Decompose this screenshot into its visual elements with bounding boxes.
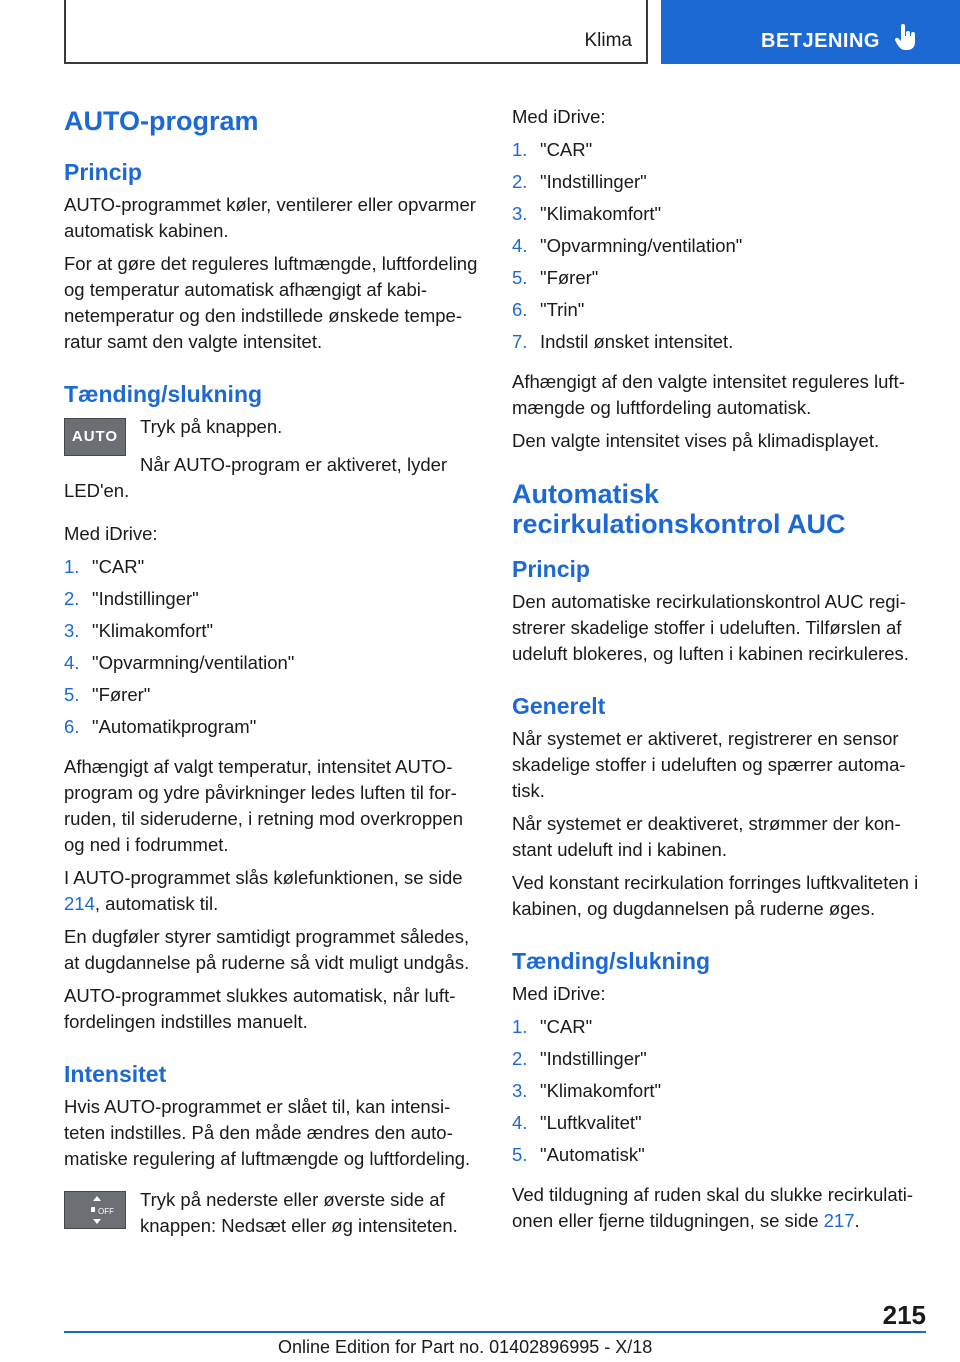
idrive-label: Med iDrive: (512, 106, 606, 127)
intensity-button-text: OFF (98, 1207, 114, 1216)
header-section-box (64, 0, 648, 64)
auto-off-paragraph: AUTO-programmet slukkes automatisk, når luftfordelingen indstilles manuelt. (64, 985, 456, 1032)
auto-steps-list (64, 554, 478, 746)
left-column (64, 96, 478, 1239)
intensity-paragraph: Hvis AUTO-programmet er slået til, kan intensiteten indstilles. På den måde ændres den automatiske regulering af luftmængde og luftfordeling. (64, 1096, 471, 1169)
list-item: 6. "Automatikprogram" (64, 716, 257, 737)
page-number: 215 (882, 1300, 926, 1330)
list-item: 5. "Automatisk" (512, 1144, 645, 1165)
list-item: 2. "Indstillinger" (512, 1048, 647, 1069)
right-column (512, 104, 928, 1241)
footer-edition: Online Edition for Part no. 01402896995 - X/18 (278, 1337, 653, 1357)
list-item: 2. "Indstillinger" (512, 171, 647, 192)
list-item: 6. "Trin" (512, 299, 585, 320)
intensity-display-paragraph: Den valgte intensitet vises på klimadisplayet. (512, 430, 880, 451)
auc-title: Automatisk recirkulationskontrol AUC (512, 479, 846, 539)
list-item: 1. "CAR" (512, 1016, 593, 1037)
dew-sensor-paragraph: En dugføler styrer samtidigt programmet således, at dugdannelse på ruderne så vidt muligt undgås. (64, 926, 470, 973)
list-item: 4. "Luftkvalitet" (512, 1112, 642, 1133)
auc-steps-list (512, 1014, 928, 1174)
intensity-button-row (64, 1187, 478, 1239)
intensity-dependency-paragraph: Afhængigt af den valgte intensitet reguleres luftmængde og luftfordeling automatisk. (512, 371, 905, 418)
intensity-heading: Intensitet (64, 1061, 167, 1087)
page-link-217[interactable]: 217 (823, 1210, 855, 1231)
list-item: 7. Indstil ønsket intensitet. (512, 331, 734, 352)
cooling-paragraph: I AUTO-programmet slås kølefunktionen, se side 214, automatisk til. (64, 867, 463, 914)
list-item: 3. "Klimakomfort" (512, 203, 662, 224)
intensity-button-paragraph: Tryk på nederste eller øverste side af knappen: Nedsæt eller øg intensiteten. (140, 1189, 458, 1236)
list-item: 2. "Indstillinger" (64, 588, 199, 609)
fogging-paragraph: Ved tildugning af ruden skal du slukke recirkulationen eller fjerne tildugningen, se side 217. (512, 1184, 914, 1231)
princip-paragraph-2: For at gøre det reguleres luftmængde, luftfordeling og temperatur automatisk afhængigt af kabinetemperatur og den indstillede ønskede temperatur samt den valgte intensitet. (64, 253, 478, 352)
general-paragraph-2: Når systemet er deaktiveret, strømmer der konstant udeluft ind i kabinen. (512, 813, 901, 860)
list-item: 3. "Klimakomfort" (512, 1080, 662, 1101)
auc-princip-heading: Princip (512, 556, 590, 582)
auto-program-title: AUTO-program (64, 106, 259, 136)
list-item: 5. "Fører" (512, 267, 599, 288)
footer-divider (64, 1331, 926, 1333)
onoff-paragraph-1: Tryk på knappen. (140, 416, 283, 437)
auc-princip-paragraph: Den automatiske recirkulationskontrol AUC registrerer skadelige stoffer i udeluften. Tilførslen af udeluft blokeres, og luften i kabinen recirkuleres. (512, 591, 909, 664)
auto-button-image: AUTO (64, 418, 126, 456)
airflow-paragraph: Afhængigt af valgt temperatur, intensitet AUTO-program og ydre påvirkninger ledes luften til forruden, til sideruderne, i retning mod overkroppen og ned i fodrummet. (64, 756, 464, 855)
list-item: 4. "Opvarmning/ventilation" (512, 235, 743, 256)
list-item: 5. "Fører" (64, 684, 151, 705)
idrive-label: Med iDrive: (64, 523, 158, 544)
auto-button-row (64, 414, 478, 456)
onoff-paragraph-2b: LED'en. (64, 480, 130, 501)
princip-heading: Princip (64, 159, 142, 185)
page-link-214[interactable]: 214 (64, 893, 95, 914)
list-item: 3. "Klimakomfort" (64, 620, 214, 641)
onoff-heading: Tænding/slukning (64, 381, 263, 407)
intensity-steps-list (512, 137, 928, 361)
onoff-paragraph-2a: Når AUTO-program er aktiveret, lyder (140, 454, 448, 475)
idrive-label: Med iDrive: (512, 983, 606, 1004)
list-item: 4. "Opvarmning/ventilation" (64, 652, 295, 673)
list-item: 1. "CAR" (64, 556, 145, 577)
general-heading: Generelt (512, 693, 606, 719)
general-paragraph-3: Ved konstant recirkulation forringes luftkvaliteten i kabinen, og dugdannelsen på ruderne øges. (512, 872, 919, 919)
intensity-button-image (64, 1191, 126, 1229)
list-item: 1. "CAR" (512, 139, 593, 160)
header-section-title: Klima (584, 30, 632, 51)
princip-paragraph-1: AUTO-programmet køler, ventilerer eller opvarmer automatisk kabinen. (64, 194, 476, 241)
general-paragraph-1: Når systemet er aktiveret, registrerer en sensor skadelige stoffer i udeluften og spærrer automatisk. (512, 728, 906, 801)
header-chapter-tab[interactable] (661, 0, 960, 64)
hand-pointer-icon (895, 24, 917, 52)
auc-onoff-heading: Tænding/slukning (512, 948, 711, 974)
header-chapter-title: BETJENING (761, 30, 880, 52)
